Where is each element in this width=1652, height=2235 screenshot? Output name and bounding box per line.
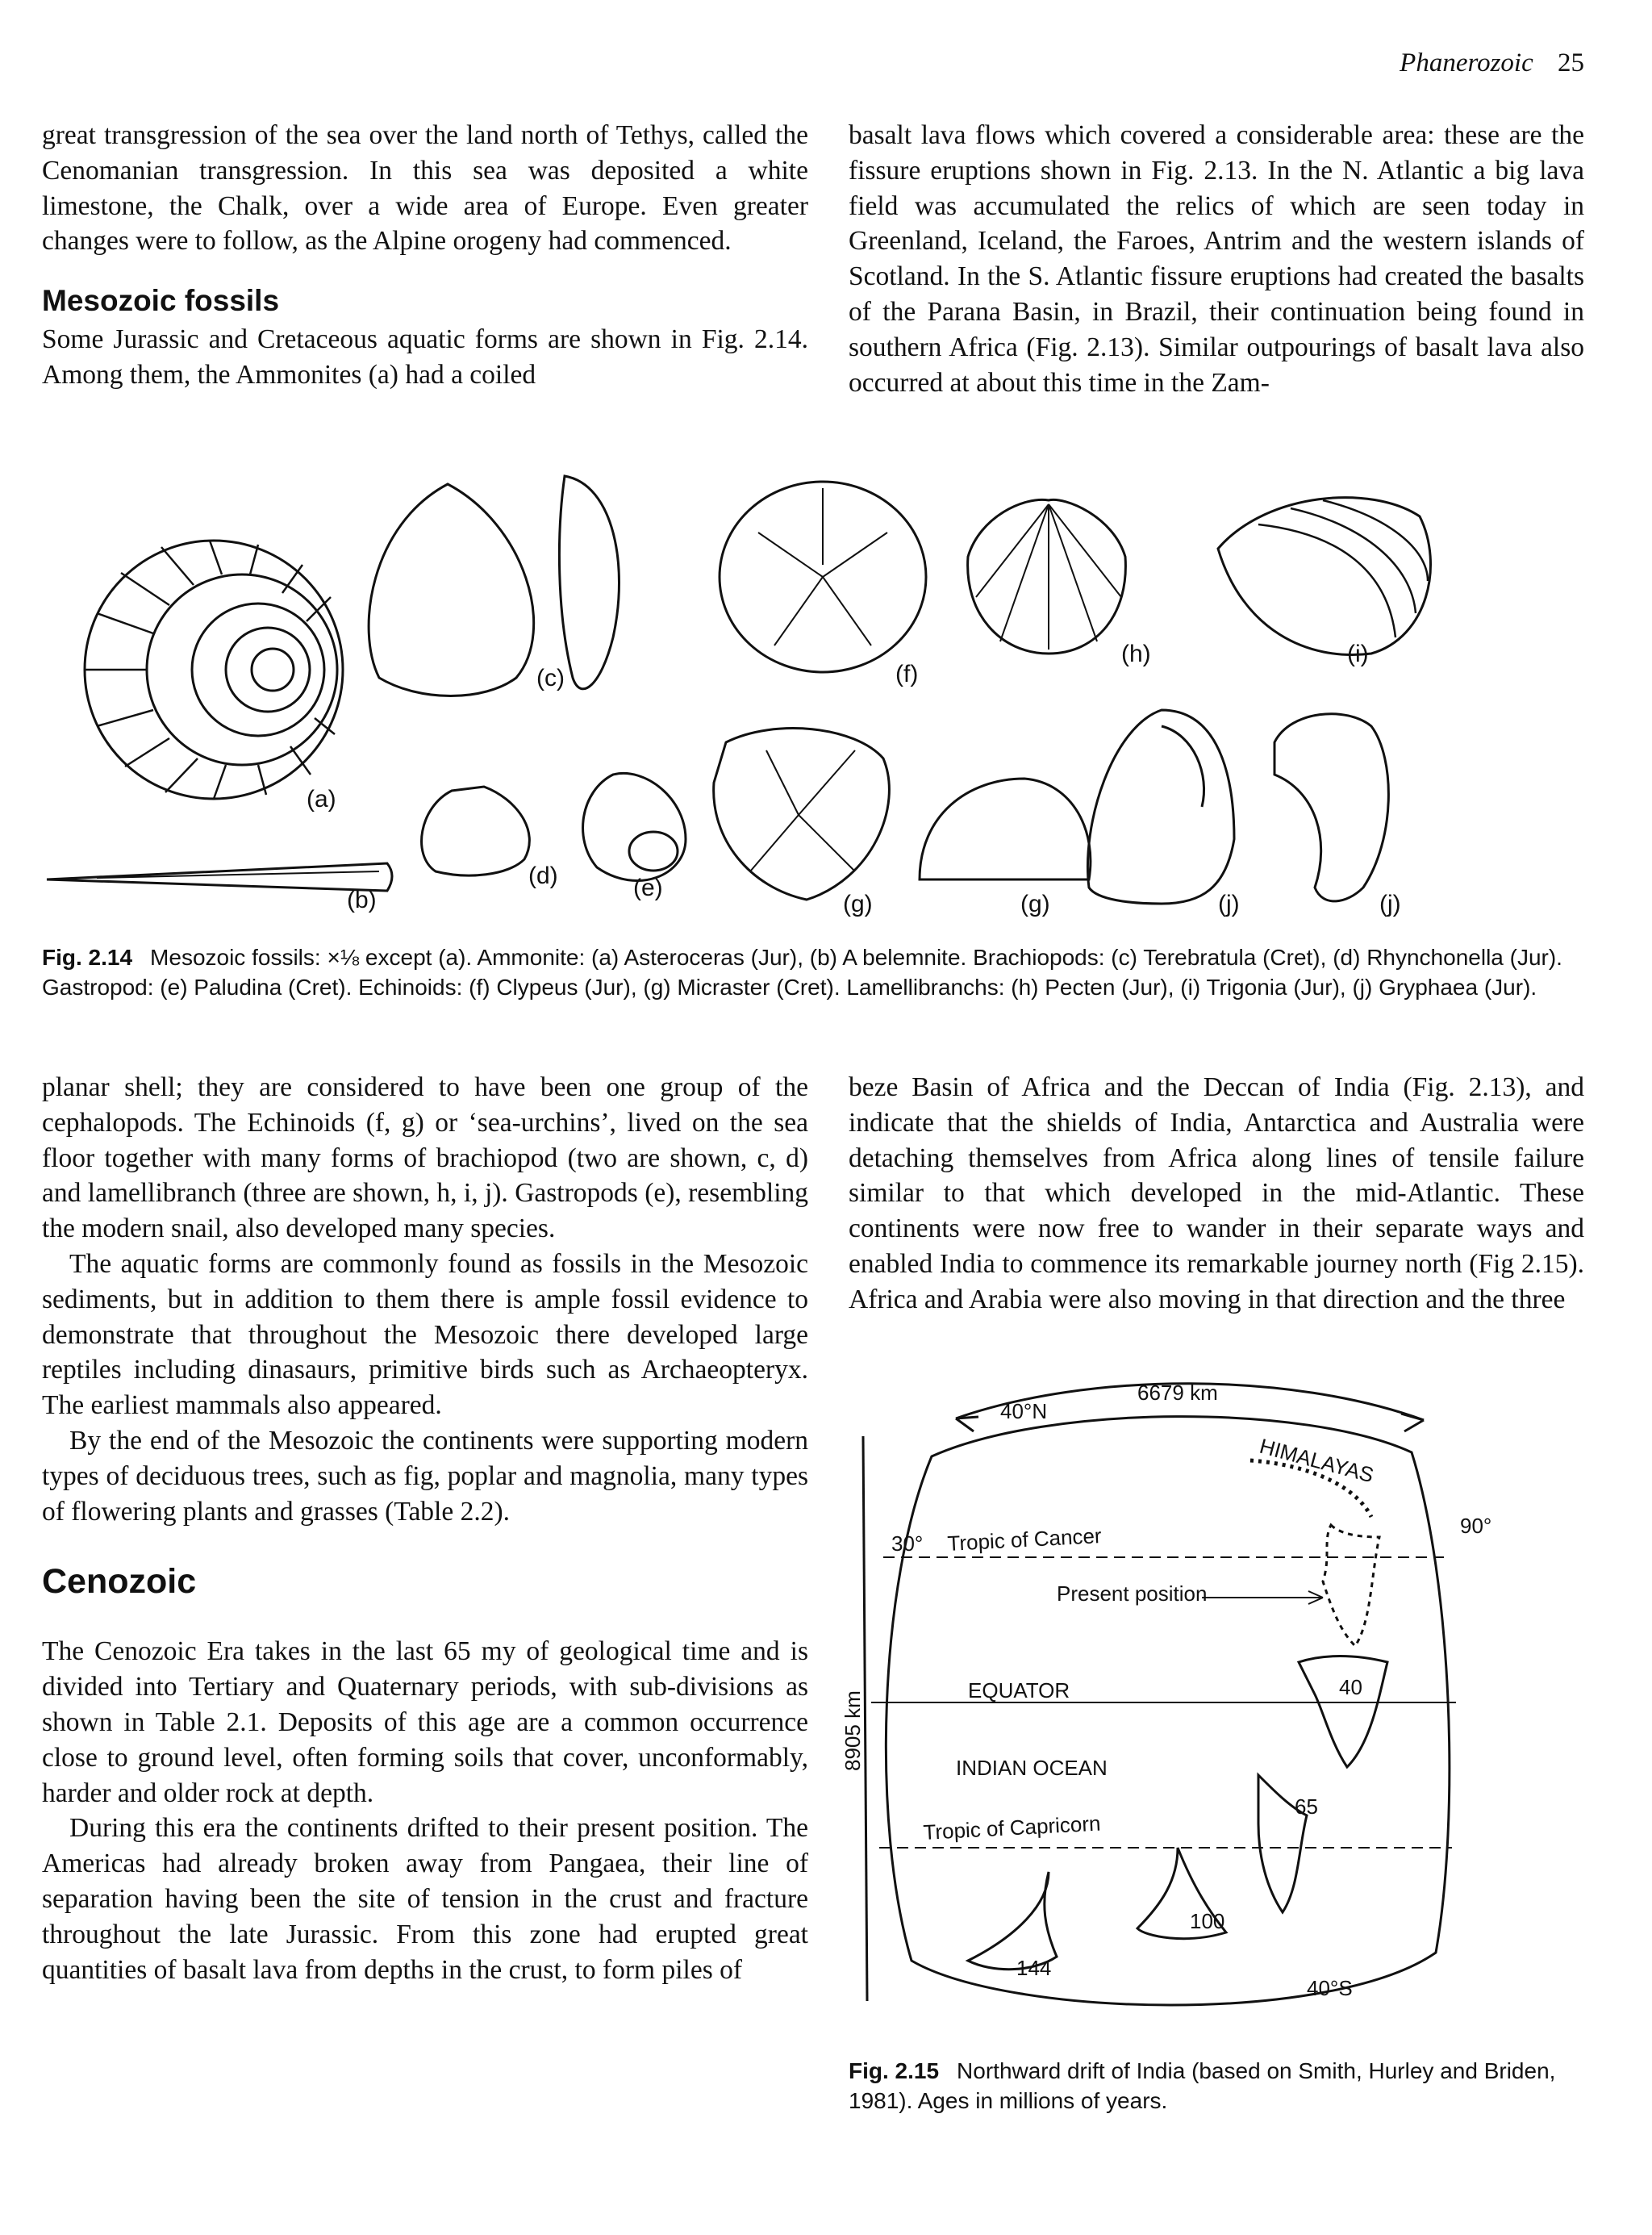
indian-ocean-label: INDIAN OCEAN <box>956 1756 1108 1780</box>
age-144-label: 144 <box>1016 1956 1052 1980</box>
fossil-label-j: (j) <box>1379 891 1401 917</box>
himalayas-ridge <box>1250 1460 1371 1517</box>
gryphaea-side-drawing <box>1274 714 1388 901</box>
fossil-label-i: (i) <box>1347 641 1369 667</box>
fossil-label-g: (g) <box>843 891 873 917</box>
width-label: 6679 km <box>1137 1381 1218 1405</box>
left-column-top <box>42 118 808 393</box>
fossil-label-g: (g) <box>1020 891 1050 917</box>
caption-text: Northward drift of India (based on Smith, Hurley and Briden, 1981). Ages in millions of years. <box>849 2058 1556 2113</box>
latitude-40s-label: 40°S <box>1307 1976 1353 2000</box>
india-present-outline <box>1323 1525 1379 1646</box>
himalayas-label: HIMALAYAS <box>1257 1433 1377 1488</box>
fossil-label-c: (c) <box>536 665 565 691</box>
india-65-outline <box>1258 1775 1307 1912</box>
paragraph: beze Basin of Africa and the Deccan of India (Fig. 2.13), and indicate that the shields of India, Antarctica and Australia were detaching themselves from Africa along lines of tensile failure similar to that which developed in the mid-Atlantic. These continents were now free to wander in their separate ways and enabled India to commence its remarkable journey north (Fig 2.15). Africa and Arabia were also moving in that direction and the three <box>849 1072 1584 1314</box>
figure-label: Fig. 2.14 <box>42 945 133 970</box>
figure-2-15-caption <box>849 2056 1584 2116</box>
paragraph: The aquatic forms are commonly found as fossils in the Mesozoic sediments, but in addition to them there is ample fossil evidence to demonstrate that throughout the Mesozoic there developed large reptiles including dinasaurs, primitive birds such as Archaeopteryx. The earliest mammals also appeared. <box>42 1248 808 1421</box>
paludina-drawing <box>583 773 686 880</box>
terebratula-drawing <box>369 484 534 696</box>
pecten-drawing <box>968 499 1126 654</box>
age-100-label: 100 <box>1190 1909 1225 1933</box>
belemnite-drawing <box>47 863 392 891</box>
running-title: Phanerozoic <box>1400 48 1533 77</box>
india-100-outline <box>1137 1848 1226 1939</box>
micraster-side-drawing <box>920 779 1091 879</box>
equator-label: EQUATOR <box>968 1678 1070 1702</box>
fossil-label-d: (d) <box>528 863 558 889</box>
paragraph: basalt lava flows which covered a considerable area: these are the fissure eruptions shown in Fig. 2.13. In the N. Atlantic a big lava field was accumulated the relics of which are seen today in Greenland, Iceland, the Faroes, Antrim and the western islands of Scotland. In the S. Atlantic fissure eruptions had created the basalts of the Parana Basin, in Brazil, their continuation being found in southern Africa (Fig. 2.13). Similar outpourings of basalt lava also occurred at about this time in the Zam- <box>849 120 1584 398</box>
age-40-label: 40 <box>1339 1675 1362 1699</box>
page-number: 25 <box>1558 48 1584 77</box>
india-40-outline <box>1299 1656 1387 1768</box>
trigonia-drawing <box>1218 498 1431 655</box>
gryphaea-drawing <box>1087 710 1234 904</box>
left-column-bottom <box>42 1070 808 1987</box>
section-heading-mesozoic-fossils: Mesozoic fossils <box>42 284 280 318</box>
caption-text: Mesozoic fossils: ×⅛ except (a). Ammonite: (a) Asteroceras (Jur), (b) A belemnite. Brachiopods: (c) Terebratula (Cret), (d) Rhynchonella (Jur). Gastropod: (e) Paludina (Cret). Echinoids: (f) Clypeus (Jur), (g) Micraster (Cret). Lamellibranchs: (h) Pecten (Jur), (i) Trigonia (Jur), (j) Gryphaea (Jur). <box>42 945 1562 1000</box>
fossil-label-h: (h) <box>1121 641 1151 667</box>
paragraph: great transgression of the sea over the land north of Tethys, called the Cenomanian transgression. In this sea was deposited a white limestone, the Chalk, over a wide area of Europe. Even greater changes were to follow, as the Alpine orogeny had commenced. <box>42 120 808 257</box>
micraster-drawing <box>714 729 890 900</box>
height-label: 8905 km <box>841 1690 865 1771</box>
present-position-label: Present position <box>1057 1581 1208 1606</box>
fossil-label-f: (f) <box>895 661 919 687</box>
india-144-outline <box>968 1872 1057 1970</box>
paragraph: By the end of the Mesozoic the continents were supporting modern types of deciduous trees, such as fig, poplar and magnolia, many types of flowering plants and grasses (Table 2.2). <box>42 1425 808 1527</box>
ammonite-drawing <box>85 541 343 799</box>
globe-outline <box>886 1417 1449 2005</box>
right-column-top <box>849 118 1584 400</box>
section-heading-cenozoic: Cenozoic <box>42 1562 197 1602</box>
paragraph: During this era the continents drifted to their present position. The Americas had already broken away from Pangaea, their line of separation having been the site of tension in the crust and fracture throughout the late Jurassic. From this zone had erupted great quantities of basalt lava from depths in the crust, to form piles of <box>42 1813 808 1985</box>
fossil-label-a: (a) <box>307 786 336 813</box>
running-header <box>1400 48 1584 78</box>
latitude-30-label: 30° <box>891 1531 924 1556</box>
latitude-90-label: 90° <box>1460 1514 1492 1538</box>
paragraph: planar shell; they are considered to have been one group of the cephalopods. The Echinoids (f, g) or ‘sea-urchins’, lived on the sea floor together with many forms of brachiopod (two are shown, c, d) and lamellibranch (three are shown, h, i, j). Gastropods (e), resembling the modern snail, also developed many species. <box>42 1072 808 1244</box>
right-column-bottom <box>849 1070 1584 1318</box>
tropic-of-capricorn-label: Tropic of Capricorn <box>922 1811 1102 1844</box>
fossil-label-b: (b) <box>347 887 377 913</box>
paragraph: The Cenozoic Era takes in the last 65 my of geological time and is divided into Tertiary and Quaternary periods, with sub-divisions as shown in Table 2.1. Deposits of this age are a common occurrence close to ground level, often forming soils that cover, unconformably, harder and older rock at depth. <box>42 1636 808 1808</box>
paragraph: Some Jurassic and Cretaceous aquatic forms are shown in Fig. 2.14. Among them, the Ammonites (a) had a coiled <box>42 324 808 390</box>
latitude-40n-label: 40°N <box>1000 1399 1048 1423</box>
fossil-label-j: (j) <box>1218 891 1240 917</box>
tropic-of-cancer-label: Tropic of Cancer <box>946 1523 1103 1556</box>
fossil-label-e: (e) <box>633 875 663 901</box>
clypeus-drawing <box>720 482 926 672</box>
age-65-label: 65 <box>1295 1794 1318 1819</box>
rhynchonella-drawing <box>422 787 530 875</box>
figure-label: Fig. 2.15 <box>849 2058 940 2083</box>
figure-2-14-caption <box>42 942 1591 1002</box>
